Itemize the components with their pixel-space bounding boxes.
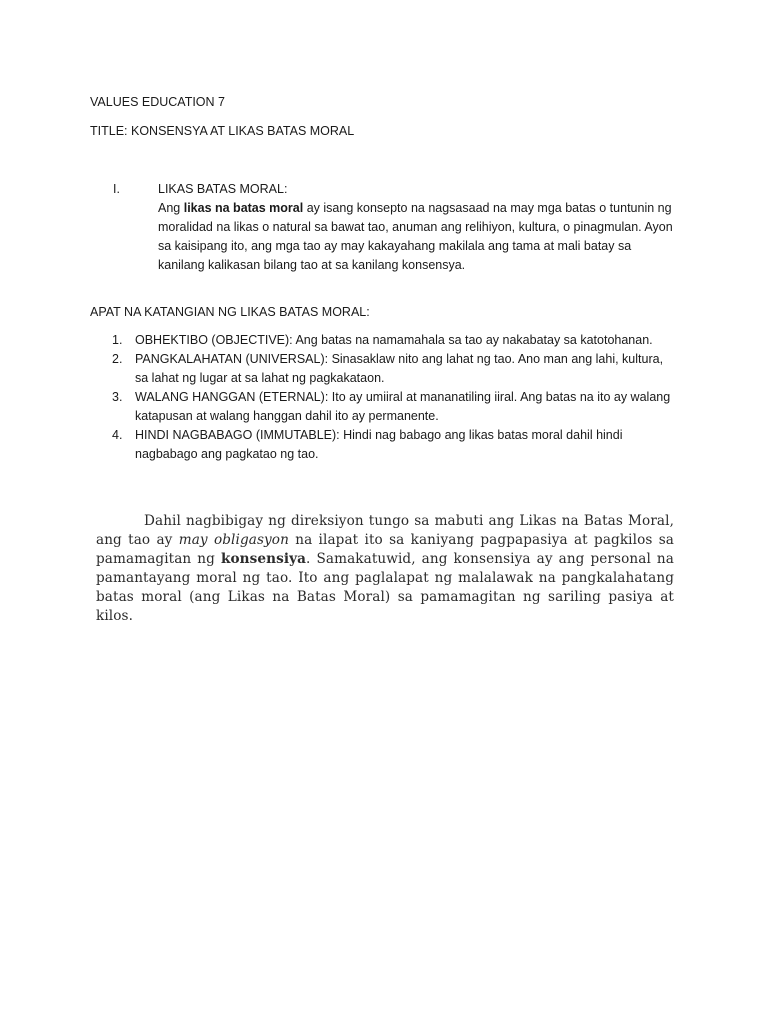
list-number: 1. xyxy=(112,333,123,347)
list-item xyxy=(112,426,672,464)
list-item xyxy=(112,388,672,426)
list-text: WALANG HANGGAN (ETERNAL): Ito ay umiiral at mananatiling iiral. Ang batas na ito ay walang katapusan at walang hanggan dahil ito ay permanente. xyxy=(135,390,671,423)
list-number: 4. xyxy=(112,428,123,442)
list-number: 3. xyxy=(112,390,123,404)
scanned-excerpt xyxy=(96,512,674,626)
excerpt-bold: konsensiya xyxy=(220,551,307,567)
list-text: PANGKALAHATAN (UNIVERSAL): Sinasaklaw nito ang lahat ng tao. Ano man ang lahi, kultura, sa lahat ng lugar at sa lahat ng pagkakataon. xyxy=(135,352,664,385)
section-paragraph xyxy=(158,199,678,275)
excerpt-part-2: na ilapat ito sa kaniyang pagpapasiya at pagkilos sa pamamagitan ng xyxy=(96,532,674,567)
excerpt-part-3: . Samakatuwid, ang konsensiya ay ang personal na pamantayang moral ng tao. Ito ang paglalapat ng malalawak na pangkalahatang batas moral (ang Likas na Batas Moral) sa pamamagitan ng sariling pasiya at kilos. xyxy=(96,551,674,624)
para-pre: Ang xyxy=(158,201,184,215)
excerpt-part-1: Dahil nagbibigay ng direksiyon tungo sa mabuti ang Likas na Batas Moral, ang tao ay xyxy=(96,513,674,548)
katangian-list xyxy=(112,331,672,464)
excerpt-italic: may obligasyon xyxy=(178,532,289,548)
list-number: 2. xyxy=(112,352,123,366)
katangian-heading: APAT NA KATANGIAN NG LIKAS BATAS MORAL: xyxy=(90,305,370,319)
para-bold-term: likas na batas moral xyxy=(183,201,304,215)
section-title: LIKAS BATAS MORAL: xyxy=(158,182,288,196)
subject-heading: VALUES EDUCATION 7 xyxy=(90,95,225,109)
section-numeral: I. xyxy=(113,182,120,196)
list-item xyxy=(112,350,672,388)
para-post: ay isang konsepto na nagsasaad na may mga batas o tuntunin ng moralidad na likas o natural sa bawat tao, anuman ang relihiyon, kultura, o pinagmulan. Ayon sa kaisipang ito, ang mga tao ay may kakayahang makilala ang tama at mali batay sa kanilang kalikasan bilang tao at sa kanilang konsensya. xyxy=(158,201,673,272)
document-title: TITLE: KONSENSYA AT LIKAS BATAS MORAL xyxy=(90,124,355,138)
list-text: OBHEKTIBO (OBJECTIVE): Ang batas na namamahala sa tao ay nakabatay sa katotohanan. xyxy=(135,333,653,347)
section-likas-batas-moral xyxy=(158,180,678,275)
list-item xyxy=(112,331,672,350)
list-text: HINDI NAGBABAGO (IMMUTABLE): Hindi nag babago ang likas batas moral dahil hindi nagbabago ang pagkatao ng tao. xyxy=(135,428,623,461)
